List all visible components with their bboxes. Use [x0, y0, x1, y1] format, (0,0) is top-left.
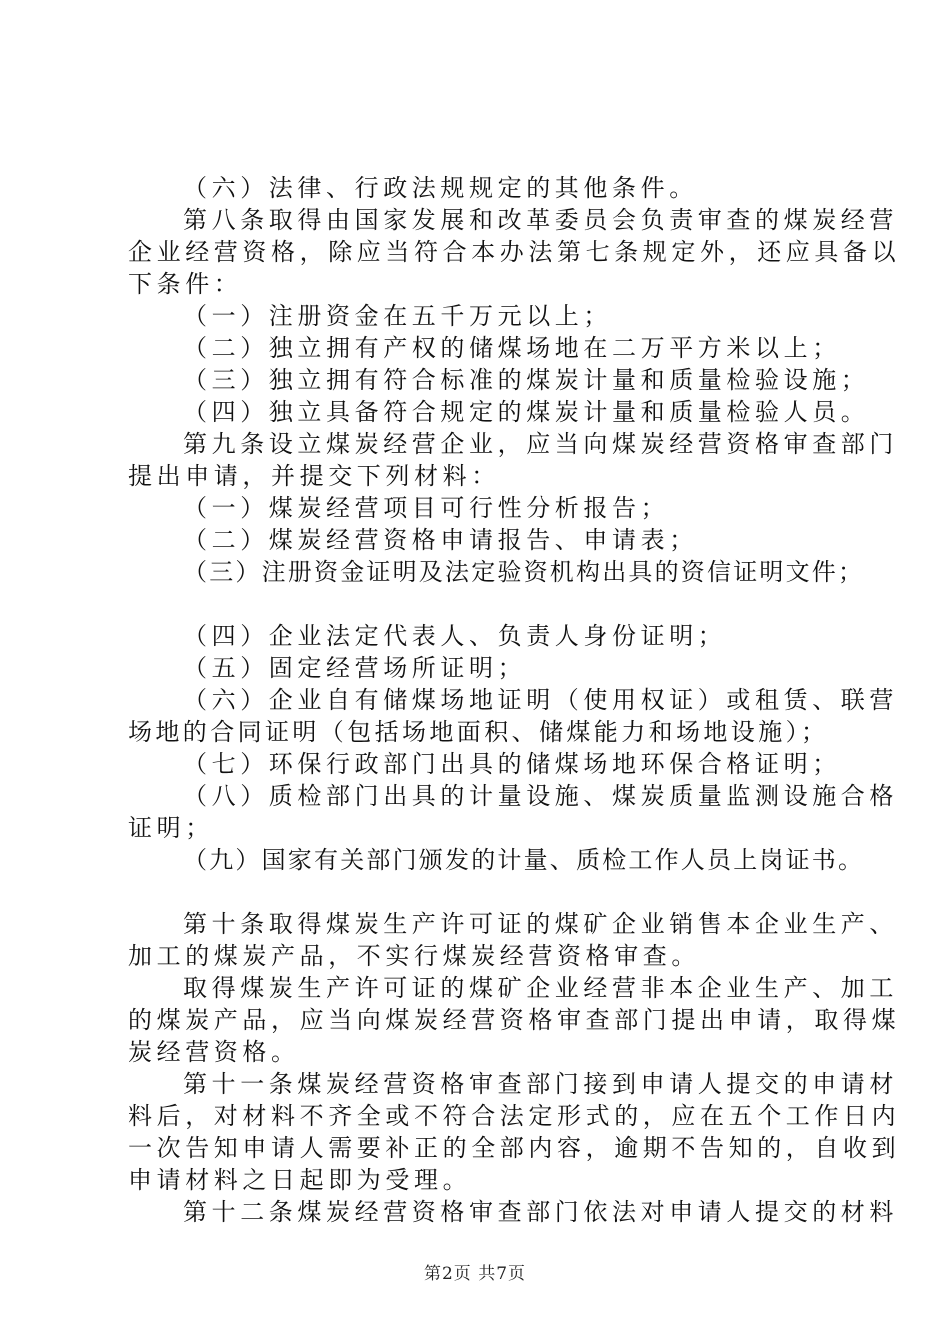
- text-line: （六）法律、行政法规规定的其他条件。: [183, 174, 698, 202]
- text-line: （五）固定经营场所证明；: [183, 654, 527, 682]
- text-line: 第十二条煤炭经营资格审查部门依法对申请人提交的材料: [183, 1198, 898, 1226]
- text-line: （七）环保行政部门出具的储煤场地环保合格证明；: [183, 750, 841, 778]
- text-line: 第八条取得由国家发展和改革委员会负责审查的煤炭经营: [183, 206, 898, 234]
- text-line: 申请材料之日起即为受理。: [128, 1166, 472, 1194]
- text-line: 场地的合同证明（包括场地面积、储煤能力和场地设施）；: [128, 718, 829, 746]
- text-line: 第十一条煤炭经营资格审查部门接到申请人提交的申请材: [183, 1070, 898, 1098]
- text-line: 料后，对材料不齐全或不符合法定形式的，应在五个工作日内: [128, 1102, 901, 1130]
- document-body: [128, 172, 901, 1228]
- text-line: （四）独立具备符合规定的煤炭计量和质量检验人员。: [183, 398, 870, 426]
- text-line: 炭经营资格。: [128, 1038, 300, 1066]
- text-line: （六）企业自有储煤场地证明（使用权证）或租赁、联营: [183, 686, 898, 714]
- text-line: 一次告知申请人需要补正的全部内容，逾期不告知的，自收到: [128, 1134, 901, 1162]
- text-line: 加工的煤炭产品，不实行煤炭经营资格审查。: [128, 942, 700, 970]
- text-line: 第九条设立煤炭经营企业，应当向煤炭经营资格审查部门: [183, 430, 898, 458]
- text-line: （二）独立拥有产权的储煤场地在二万平方米以上；: [183, 334, 841, 362]
- text-line: （一）注册资金在五千万元以上；: [183, 302, 612, 330]
- text-line: 的煤炭产品，应当向煤炭经营资格审查部门提出申请，取得煤: [128, 1006, 901, 1034]
- text-line: 第十条取得煤炭生产许可证的煤矿企业销售本企业生产、: [183, 910, 898, 938]
- text-line: （二）煤炭经营资格申请报告、申请表；: [183, 526, 698, 554]
- text-line: 企业经营资格，除应当符合本办法第七条规定外，还应具备以: [128, 238, 901, 266]
- text-line: （三）注册资金证明及法定验资机构出具的资信证明文件；: [183, 558, 865, 586]
- text-line: （一）煤炭经营项目可行性分析报告；: [183, 494, 670, 522]
- text-line: （九）国家有关部门颁发的计量、质检工作人员上岗证书。: [183, 846, 865, 874]
- text-line: 下条件：: [128, 270, 243, 298]
- page-number-footer: 第2页 共7页: [423, 1264, 527, 1284]
- spacer: [128, 588, 840, 620]
- spacer: [128, 876, 840, 908]
- text-line: 提出申请，并提交下列材料：: [128, 462, 500, 490]
- text-line: （四）企业法定代表人、负责人身份证明；: [183, 622, 727, 650]
- text-line: 取得煤炭生产许可证的煤矿企业经营非本企业生产、加工: [183, 974, 898, 1002]
- text-line: （八）质检部门出具的计量设施、煤炭质量监测设施合格: [183, 782, 898, 810]
- text-line: 证明；: [128, 814, 214, 842]
- text-line: （三）独立拥有符合标准的煤炭计量和质量检验设施；: [183, 366, 870, 394]
